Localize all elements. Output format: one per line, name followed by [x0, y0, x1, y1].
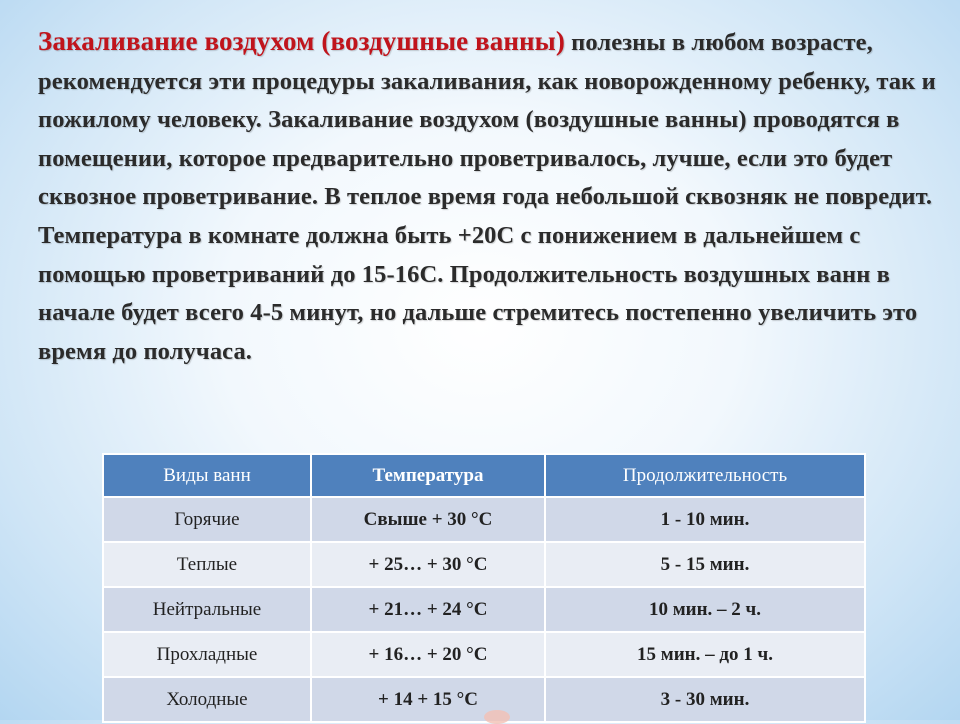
- table-header-row: [103, 454, 865, 497]
- cell-temperature: + 21… + 24 °С: [311, 587, 545, 632]
- cell-temperature: + 14 + 15 °С: [311, 677, 545, 722]
- cell-temperature: Свыше + 30 °С: [311, 497, 545, 542]
- cell-bath-type: Прохладные: [103, 632, 311, 677]
- cell-duration: 3 - 30 мин.: [545, 677, 865, 722]
- header-bath-type: Виды ванн: [103, 454, 311, 497]
- header-temperature: Температура: [311, 454, 545, 497]
- cell-temperature: + 16… + 20 °С: [311, 632, 545, 677]
- cell-duration: 15 мин. – до 1 ч.: [545, 632, 865, 677]
- table-row: [103, 497, 865, 542]
- cell-bath-type: Горячие: [103, 497, 311, 542]
- cell-temperature: + 25… + 30 °С: [311, 542, 545, 587]
- main-paragraph: [38, 22, 938, 371]
- decorative-shape: [484, 710, 510, 724]
- cell-bath-type: Холодные: [103, 677, 311, 722]
- cell-duration: 5 - 15 мин.: [545, 542, 865, 587]
- cell-duration: 10 мин. – 2 ч.: [545, 587, 865, 632]
- table-row: [103, 632, 865, 677]
- bath-types-table: [102, 453, 866, 723]
- table-row: [103, 587, 865, 632]
- paragraph-lead: Закаливание воздухом (воздушные ванны): [38, 26, 565, 56]
- paragraph-body: полезны в любом возрасте, рекомендуется эти процедуры закаливания, как новорожденному ребенку, так и пожилому человеку. Закаливание воздухом (воздушные ванны) проводятся в помещении, которое предварительно проветривалось, лучше, если это будет сквозное проветривание. В теплое время года небольшой сквозняк не повредит. Температура в комнате должна быть +20С с понижением в дальнейшем с помощью проветриваний до 15-16С. Продолжительность воздушных ванн в начале будет всего 4-5 минут, но дальше стремитесь постепенно увеличить это время до получаса.: [38, 29, 936, 365]
- cell-duration: 1 - 10 мин.: [545, 497, 865, 542]
- header-duration: Продолжительность: [545, 454, 865, 497]
- table-row: [103, 542, 865, 587]
- cell-bath-type: Нейтральные: [103, 587, 311, 632]
- cell-bath-type: Теплые: [103, 542, 311, 587]
